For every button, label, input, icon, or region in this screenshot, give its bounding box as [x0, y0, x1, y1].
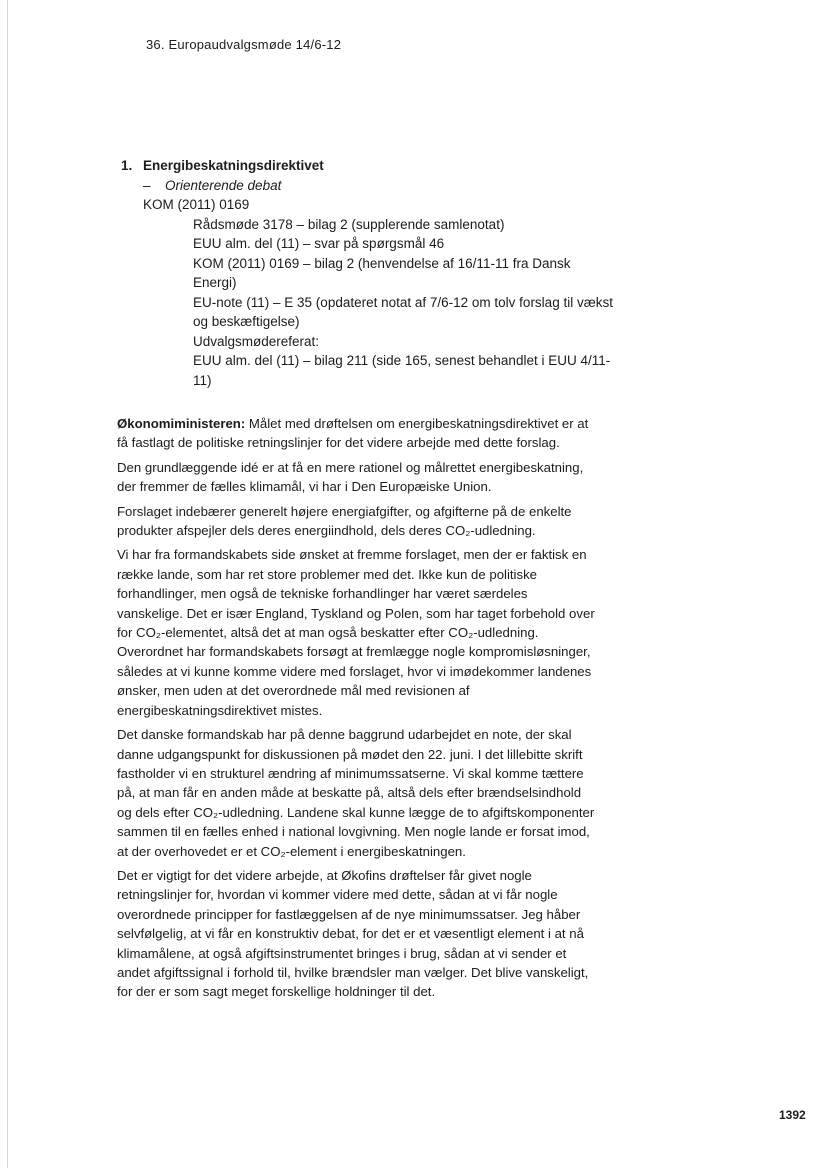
agenda-subtitle-line	[143, 176, 621, 196]
reference-item: Udvalgsmødereferat:	[193, 333, 320, 349]
speech-paragraph: Det er vigtigt for det videre arbejde, at Økofins drøftelser får givet nogle retningslinjer for, hvordan vi kommer videre med dette, sådan at vi får nogle overordnede principper for fastlæggelsen af de nye minimumssatser. Jeg håber selvfølgelig, at vi får en konstruktiv debat, for det er et væsentligt element i at nå klimamålene, at også afgiftsinstrumentet bringes i brug, sådan at vi sender et andet afgiftssignal i forhold til, hvilke brændsler man vælger. Det blive vanskeligt, for der er som sagt meget forskellige holdninger til det.	[117, 867, 589, 1000]
agenda-kom-reference: KOM (2011) 0169	[143, 197, 250, 212]
reference-item: EUU alm. del (11) – bilag 211 (side 165, senest behandlet i EUU 4/11-11)	[193, 353, 611, 388]
speech-paragraph: Den grundlæggende idé er at få en mere rationel og målrettet energibeskatning, der fremmer de fælles klimamål, vi har i Den Europæiske Union.	[117, 459, 584, 495]
page-header: 36. Europaudvalgsmøde 14/6-12	[146, 37, 342, 52]
speaker-name: Økonomiministeren:	[117, 416, 246, 431]
paragraph-text: Målet med drøftelsen om energibeskatningsdirektivet er at få fastlagt de politiske retningslinjer for det videre arbejde med dette forslag.	[117, 416, 589, 451]
speech-body	[117, 414, 597, 1007]
reference-list	[193, 215, 613, 391]
speech-paragraph	[117, 414, 597, 453]
agenda-item	[121, 156, 621, 390]
reference-item: KOM (2011) 0169 – bilag 2 (henvendelse af 16/11-11 fra Dansk Energi)	[193, 255, 571, 290]
reference-item: EUU alm. del (11) – svar på spørgsmål 46	[193, 236, 445, 251]
speech-paragraph: Forslaget indebærer generelt højere energiafgifter, og afgifterne på de enkelte produkter afspejler dels deres energiindhold, dels deres CO₂-udledning.	[117, 503, 572, 539]
agenda-title-line	[121, 156, 621, 176]
agenda-number: 1.	[121, 158, 133, 173]
scan-edge-line	[7, 0, 8, 1168]
speech-paragraph: Vi har fra formandskabets side ønsket at fremme forslaget, men der er faktisk en række lande, som har ret store problemer med det. Ikke kun de politiske forhandlinger, men også de tekniske forhandlinger har været særdeles vanskelige. Det er især England, Tyskland og Polen, som har taget forbehold over for CO₂-elementet, altså det at man også beskatter efter CO₂-udledning. Overordnet har formandskabets forsøgt at fremlægge nogle kompromisløsninger, således at vi kunne komme videre med forslaget, hvor vi imødekommer landenes ønsker, men uden at det overordnede mål med revisionen af energibeskatningsdirektivet mistes.	[117, 547, 595, 718]
reference-item: Rådsmøde 3178 – bilag 2 (supplerende samlenotat)	[193, 216, 505, 232]
speech-paragraph: Det danske formandskab har på denne baggrund udarbejdet en note, der skal danne udgangspunkt for diskussionen på mødet den 22. juni. I det lillebitte skrift fastholder vi en strukturel ændring af minimumssatserne. Vi skal komme tættere på, at man får en anden måde at beskatte på, altså dels efter brændselsindhold og dels efter CO₂-udledning. Landene skal kunne lægge de to afgiftskomponenter sammen til en fælles enhed i national lovgivning. Men nogle lande er forsat imod, at der overhovedet er et CO₂-element i energibeskatningen.	[117, 727, 595, 859]
page-number: 1392	[779, 1108, 806, 1122]
reference-item: EU-note (11) – E 35 (opdateret notat af 7/6-12 om tolv forslag til vækst og beskæftigelse)	[193, 294, 613, 329]
agenda-subtitle: Orienterende debat	[165, 177, 282, 193]
agenda-dash: –	[143, 177, 151, 193]
agenda-title: Energibeskatningsdirektivet	[143, 158, 324, 173]
